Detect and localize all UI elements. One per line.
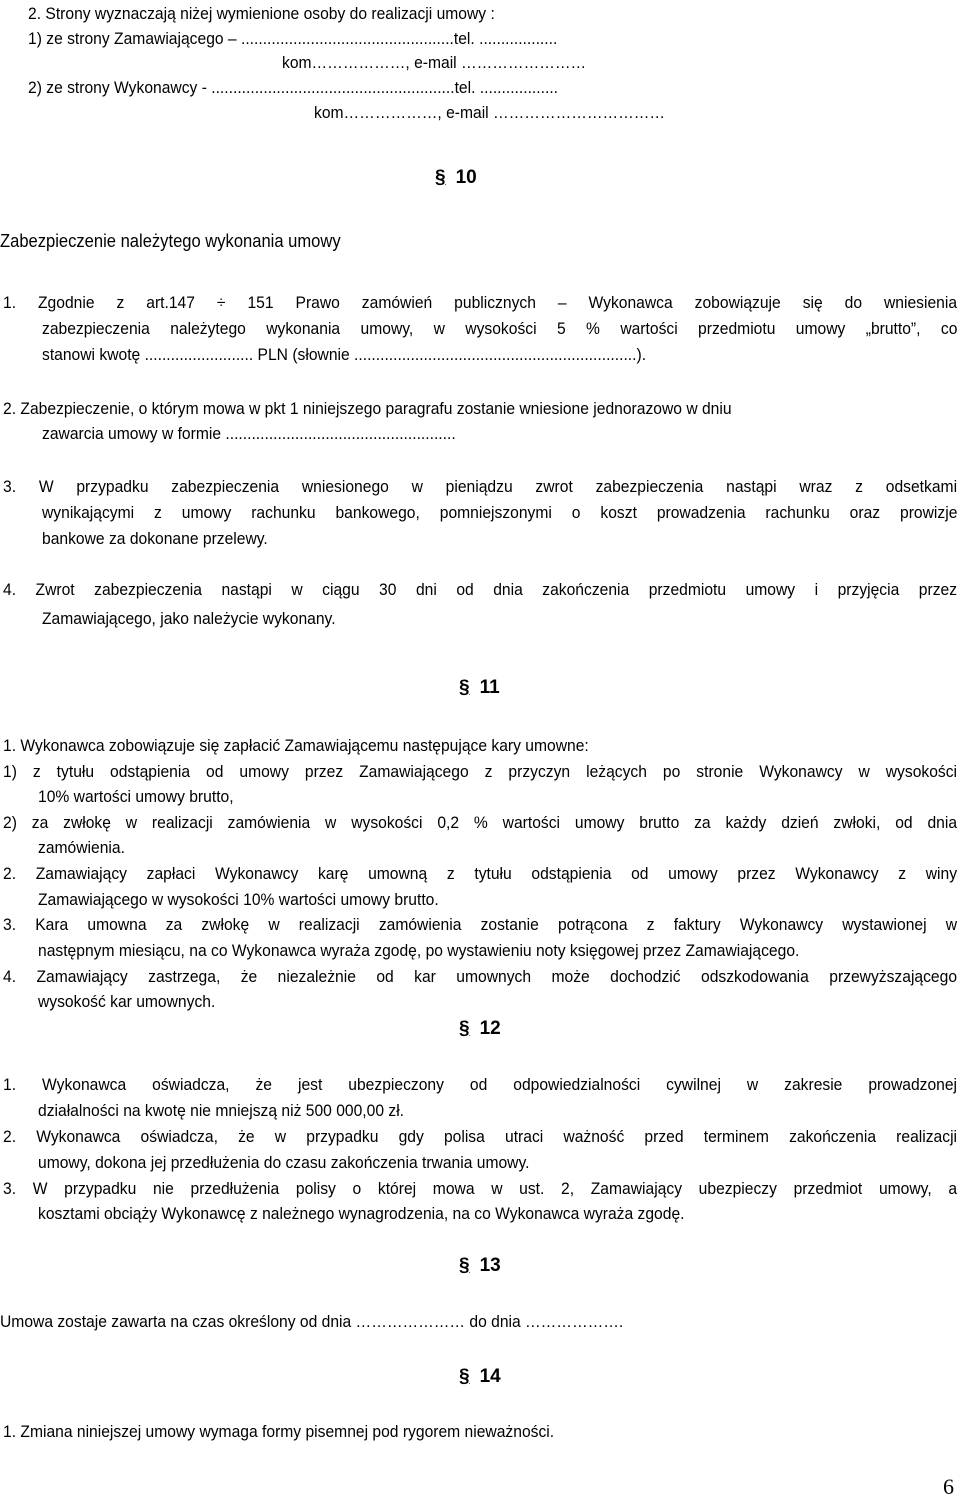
header-item-2: 2. Strony wyznaczają niżej wymienione osoby do realizacji umowy :: [28, 4, 495, 23]
section-sign: §: [459, 677, 470, 698]
section-sign: §: [459, 1366, 470, 1387]
s11-line7: Zamawiającego w wysokości 10% wartości umowy brutto.: [38, 890, 439, 909]
s11-line1: 1. Wykonawca zobowiązuje się zapłacić Zamawiającemu następujące kary umowne:: [3, 736, 589, 755]
section-14-heading: [459, 1366, 501, 1388]
s11-line11: wysokość kar umownych.: [38, 992, 216, 1011]
section-13-heading: [459, 1255, 501, 1277]
section-number: 11: [479, 677, 500, 698]
s12-line5: 3. W przypadku nie przedłużenia polisy o której mowa w ust. 2, Zamawiający ubezpieczy przedmiot umowy, a: [3, 1179, 958, 1198]
s10-p3-line3: bankowe za dokonane przelewy.: [42, 529, 268, 548]
s11-line3: 10% wartości umowy brutto,: [38, 787, 234, 806]
s10-p1-line2: zabezpieczenia należytego wykonania umowy, w wysokości 5 % wartości przedmiotu umowy „brutto”, co: [42, 319, 958, 338]
s12-line1: 1. Wykonawca oświadcza, że jest ubezpieczony od odpowiedzialności cywilnej w zakresie prowadzonej: [3, 1075, 958, 1094]
s12-line6: kosztami obciąży Wykonawcę z należnego wynagrodzenia, na co Wykonawca wyraża zgodę.: [38, 1204, 685, 1223]
section-10-title: Zabezpieczenie należytego wykonania umowy: [0, 231, 341, 251]
zamawiajacy-kom-email-line: kom………………, e-mail ……………………: [282, 53, 587, 72]
page-number: 6: [943, 1474, 954, 1499]
section-11-heading: [459, 677, 500, 699]
s10-p1-line1: 1. Zgodnie z art.147 ÷ 151 Prawo zamówień publicznych – Wykonawca zobowiązuje się do wniesienia: [3, 293, 958, 312]
wykonawca-kom-email-line: kom………………, e-mail ……………………………: [314, 103, 666, 122]
s10-p3-line1: 3. W przypadku zabezpieczenia wniesionego w pieniądzu zwrot zabezpieczenia nastąpi wraz z odsetkami: [3, 477, 958, 496]
s10-p1-line3: stanowi kwotę ......................... PLN (słownie .................................................................).: [42, 345, 647, 364]
s14-line1: 1. Zmiana niniejszej umowy wymaga formy pisemnej pod rygorem nieważności.: [3, 1422, 555, 1441]
section-number: 13: [479, 1255, 501, 1276]
s11-line10: 4. Zamawiający zastrzega, że niezależnie od kar umownych może dochodzić odszkodowania przewyższającego: [3, 967, 958, 986]
section-number: 14: [479, 1366, 501, 1387]
s12-line2: działalności na kwotę nie mniejszą niż 500 000,00 zł.: [38, 1101, 405, 1120]
section-10-heading: [435, 167, 477, 189]
section-sign: §: [459, 1018, 470, 1039]
s11-line6: 2. Zamawiający zapłaci Wykonawcy karę umowną z tytułu odstąpienia od umowy przez Wykonawcy z winy: [3, 864, 958, 883]
section-number: 10: [455, 167, 477, 188]
section-number: 12: [479, 1018, 501, 1039]
s11-line4: 2) za zwłokę w realizacji zamówienia w wysokości 0,2 % wartości umowy brutto za każdy dzień zwłoki, od dnia: [3, 813, 958, 832]
s10-p2-line2: zawarcia umowy w formie .....................................................: [42, 424, 456, 443]
s10-p4-line2: Zamawiającego, jako należycie wykonany.: [42, 609, 336, 628]
s12-line4: umowy, dokona jej przedłużenia do czasu zakończenia trwania umowy.: [38, 1153, 530, 1172]
s10-p4-line1: 4. Zwrot zabezpieczenia nastąpi w ciągu 30 dni od dnia zakończenia przedmiotu umowy i przyjęcia przez: [3, 580, 958, 599]
s11-line9: następnym miesiącu, na co Wykonawca wyraża zgodę, po wystawieniu noty księgowej przez Zamawiającego.: [38, 941, 800, 960]
wykonawca-contact-line: 2) ze strony Wykonawcy - ........................................................tel. ..................: [28, 78, 559, 97]
section-12-heading: [459, 1018, 501, 1040]
s12-line3: 2. Wykonawca oświadcza, że w przypadku gdy polisa utraci ważność przed terminem zakończenia realizacji: [3, 1127, 958, 1146]
zamawiajacy-contact-line: 1) ze strony Zamawiającego – .................................................tel. ..................: [28, 29, 558, 48]
s10-p2-line1: 2. Zabezpieczenie, o którym mowa w pkt 1 niniejszego paragrafu zostanie wniesione jednorazowo w dniu: [3, 399, 732, 418]
s11-line2: 1) z tytułu odstąpienia od umowy przez Zamawiającego z przyczyn leżących po stronie Wykonawcy w wysokości: [3, 762, 958, 781]
section-sign: §: [459, 1255, 470, 1276]
s11-line8: 3. Kara umowna za zwłokę w realizacji zamówienia zostanie potrącona z faktury Wykonawcy wystawionej w: [3, 915, 958, 934]
s10-p3-line2: wynikającymi z umowy rachunku bankowego, pomniejszonymi o koszt prowadzenia rachunku oraz prowizje: [42, 503, 958, 522]
s11-line5: zamówienia.: [38, 838, 125, 857]
s13-line1: Umowa zostaje zawarta na czas określony od dnia ………………… do dnia ……………….: [0, 1312, 624, 1331]
section-sign: §: [435, 167, 446, 188]
